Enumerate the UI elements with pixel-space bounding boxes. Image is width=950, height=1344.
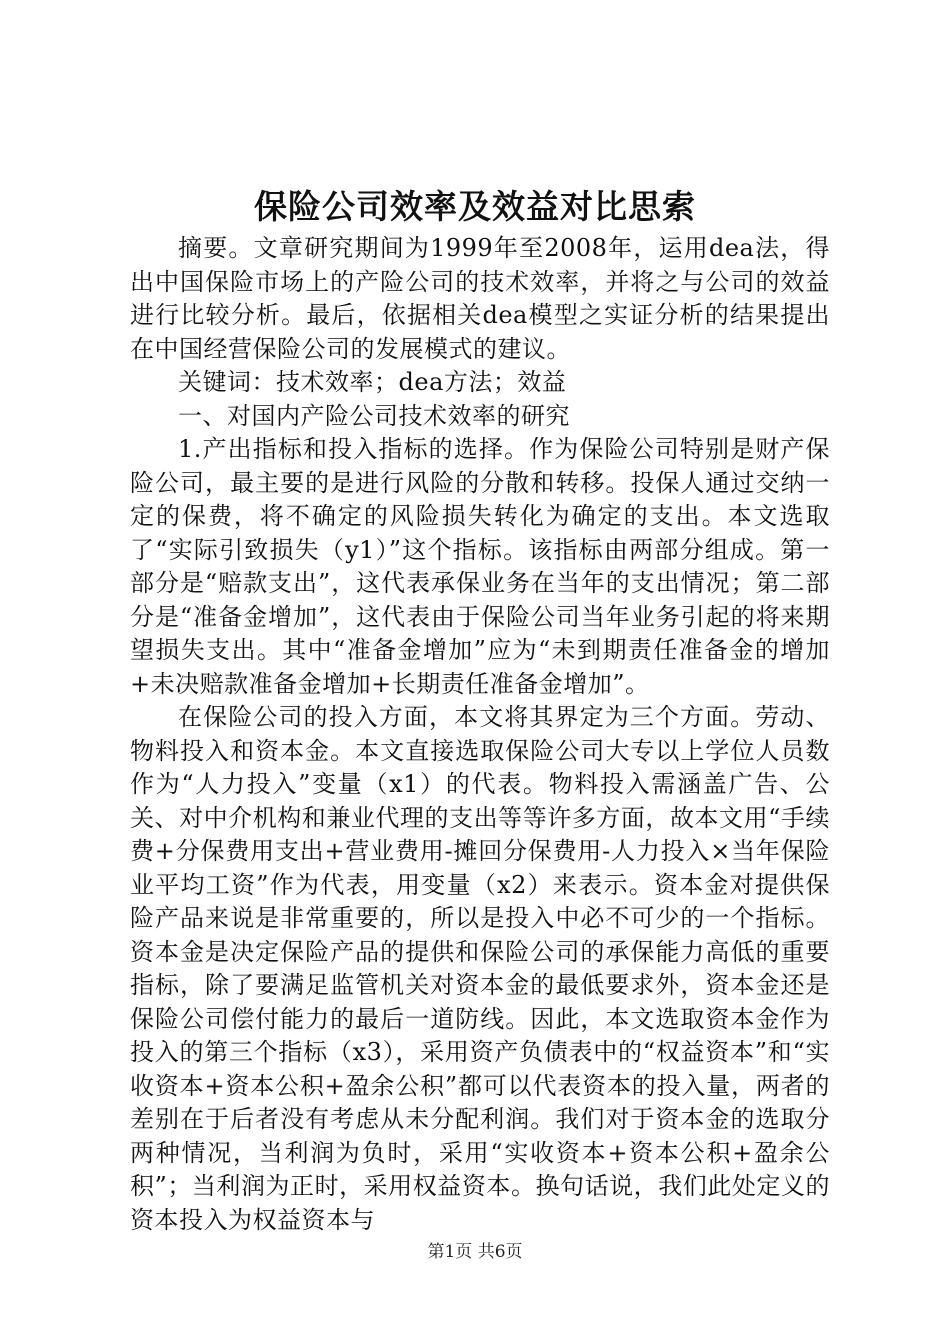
document-title: 保险公司效率及效益对比思索 xyxy=(254,187,696,226)
body-paragraph: 1.产出指标和投入指标的选择。作为保险公司特别是财产保险公司，最主要的是进行风险的分散和转移。投保人通过交纳一定的保费，将不确定的风险损失转化为确定的支出。本文选取了“实际引致损失（y1）”这个指标。该指标由两部分组成。第一部分是“赔款支出”，这代表承保业务在当年的支出情况；第二部分是“准备金增加”，这代表由于保险公司当年业务引起的将来期望损失支出。其中“准备金增加”应为“未到期责任准备金的增加+未决赔款准备金增加+长期责任准备金增加”。 xyxy=(130,435,830,698)
section-heading: 一、对国内产险公司技术效率的研究 xyxy=(178,401,570,430)
page-footer: 第1页 共6页 xyxy=(427,1242,523,1262)
abstract-paragraph: 摘要。文章研究期间为1999年至2008年，运用dea法，得出中国保险市场上的产险公司的技术效率，并将之与公司的效益进行比较分析。最后，依据相关dea模型之实证分析的结果提出在中国经营保险公司的发展模式的建议。 xyxy=(130,234,830,363)
keywords-paragraph: 关键词：技术效率；dea方法；效益 xyxy=(178,368,567,396)
document-body xyxy=(130,232,830,1237)
body-paragraph: 在保险公司的投入方面，本文将其界定为三个方面。劳动、物料投入和资本金。本文直接选取保险公司大专以上学位人员数作为“人力投入”变量（x1）的代表。物料投入需涵盖广告、公关、对中介机构和兼业代理的支出等等许多方面，故本文用“手续费+分保费用支出+营业费用-摊回分保费用-人力投入×当年保险业平均工资”作为代表，用变量（x2）来表示。资本金对提供保险产品来说是非常重要的，所以是投入中必不可少的一个指标。资本金是决定保险产品的提供和保险公司的承保能力高低的重要指标，除了要满足监管机关对资本金的最低要求外，资本金还是保险公司偿付能力的最后一道防线。因此，本文选取资本金作为投入的第三个指标（x3），采用资产负债表中的“权益资本”和“实收资本+资本公积+盈余公积”都可以代表资本的投入量，两者的差别在于后者没有考虑从未分配利润。我们对于资本金的选取分两种情况，当利润为负时，采用“实收资本+资本公积+盈余公积”；当利润为正时，采用权益资本。换句话说，我们此处定义的资本投入为权益资本与 xyxy=(130,703,830,1234)
